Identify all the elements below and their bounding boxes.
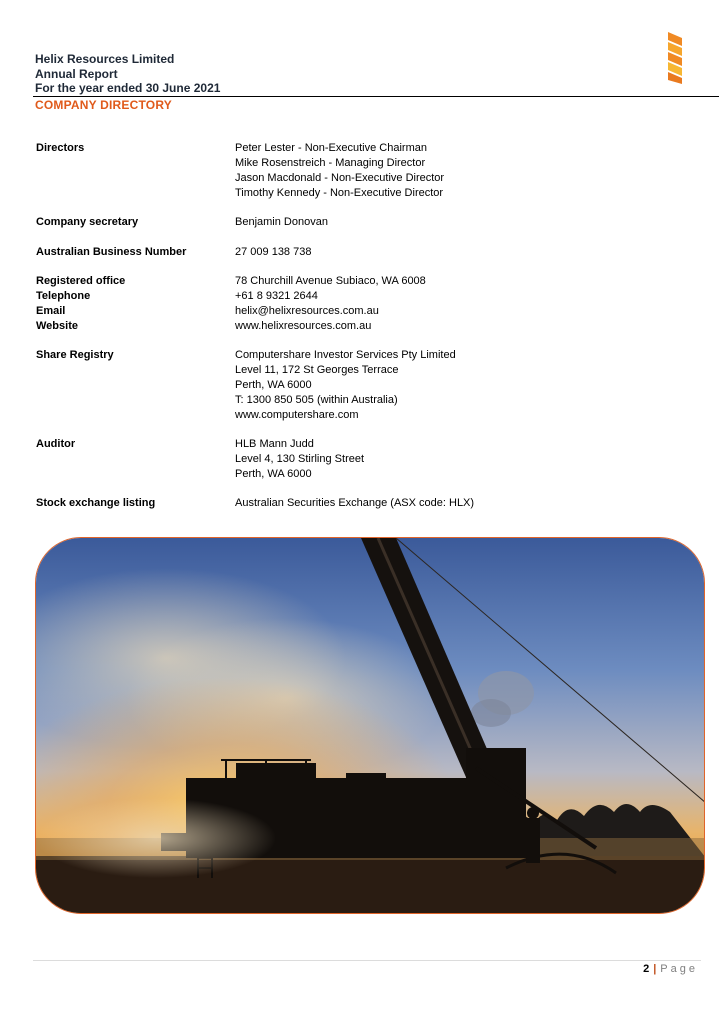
secretary-name: Benjamin Donovan (235, 216, 328, 229)
report-title: Annual Report (35, 66, 118, 81)
auditor-city: Perth, WA 6000 (235, 467, 312, 480)
abn-value: 27 009 138 738 (235, 245, 312, 258)
registry-website-link[interactable]: www.computershare.com (235, 408, 359, 421)
directory-row-secretary (36, 215, 696, 230)
directory-label: Telephone (36, 289, 91, 302)
section-title: COMPANY DIRECTORY (35, 98, 172, 112)
directory-label: Registered office (36, 274, 126, 287)
directory-label: Australian Business Number (36, 245, 187, 258)
directory-label: Share Registry (36, 349, 114, 362)
director-name: Mike Rosenstreich - Managing Director (235, 156, 426, 169)
directory-row-auditor (36, 437, 696, 482)
company-logo (664, 30, 686, 86)
registry-phone: T: 1300 850 505 (within Australia) (235, 393, 398, 406)
page-number: 2 (643, 963, 650, 975)
directory-label: Company secretary (36, 216, 139, 229)
directory-label: Email (36, 304, 66, 317)
report-period: For the year ended 30 June 2021 (35, 81, 221, 95)
director-name: Timothy Kennedy - Non-Executive Director (235, 186, 444, 199)
director-name: Peter Lester - Non-Executive Chairman (235, 142, 427, 154)
directory-row-directors (36, 141, 696, 201)
auditor-address: Level 4, 130 Stirling Street (235, 453, 365, 465)
registry-address: Level 11, 172 St Georges Terrace (235, 363, 399, 376)
footer-rule (33, 960, 701, 961)
director-name: Jason Macdonald - Non-Executive Director (235, 171, 445, 184)
company-directory (36, 141, 696, 526)
registry-city: Perth, WA 6000 (235, 378, 312, 391)
registry-name: Computershare Investor Services Pty Limited (235, 349, 456, 362)
drill-rig-photo (35, 537, 705, 914)
document-header (35, 52, 220, 96)
header-rule (33, 96, 719, 97)
auditor-name: HLB Mann Judd (235, 438, 314, 451)
directory-label: Auditor (36, 438, 76, 451)
directory-row-stock-exchange (36, 496, 696, 511)
company-name: Helix Resources Limited (35, 52, 175, 66)
email-link[interactable]: helix@helixresources.com.au (235, 304, 379, 317)
directory-label: Directors (36, 142, 85, 154)
telephone-value: +61 8 9321 2644 (235, 289, 318, 302)
directory-label: Website (36, 319, 78, 332)
page-footer (643, 963, 698, 975)
directory-row-registered-office (36, 274, 696, 334)
listing-value: Australian Securities Exchange (ASX code: HLX) (235, 497, 475, 510)
website-link[interactable]: www.helixresources.com.au (235, 319, 372, 332)
directory-label: Stock exchange listing (36, 497, 156, 510)
footer-separator: | (653, 963, 657, 975)
office-address: 78 Churchill Avenue Subiaco, WA 6008 (235, 274, 426, 287)
directory-row-abn (36, 245, 696, 260)
page-word: Page (660, 963, 698, 975)
directory-row-share-registry (36, 348, 696, 423)
